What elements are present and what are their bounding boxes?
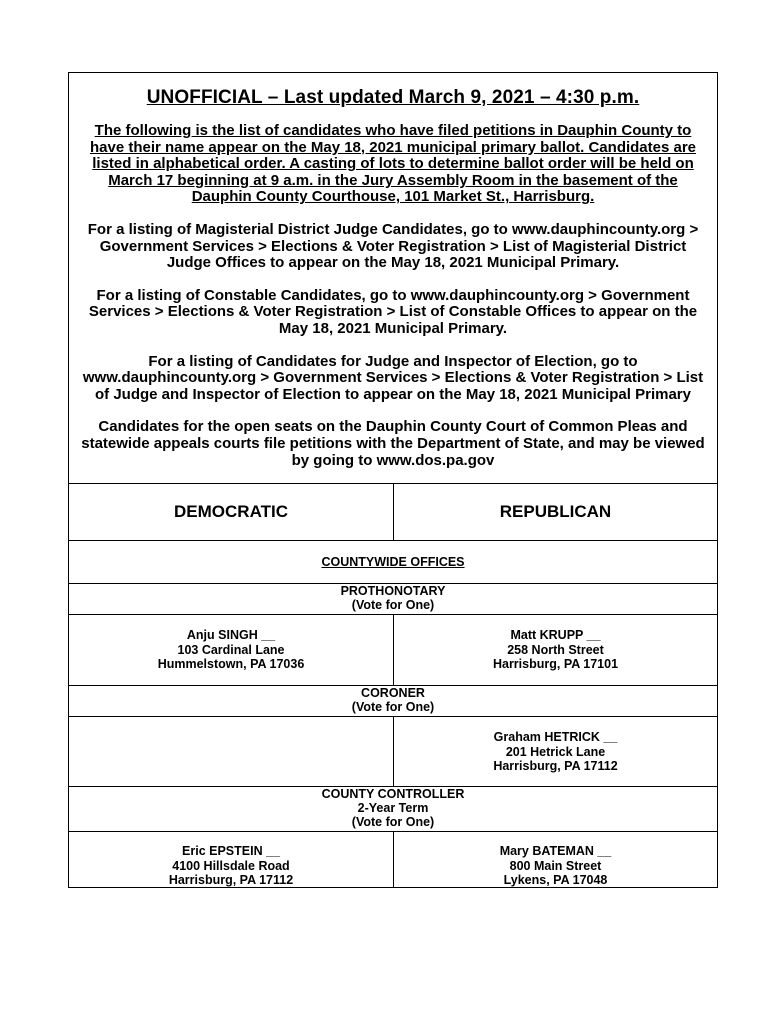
candidate-row: [69, 615, 717, 686]
filing-notice: The following is the list of candidates who have filed petitions in Dauphin County to have their name appear on the May 18, 2021 municipal primary ballot. Candidates are listed in alphabetical order. A casting of lots to determine ballot order will be held on March 17 beginning at 9 a.m. in the Jury Assembly Room in the basement of the Dauphin County Courthouse, 101 Market St., Harrisburg.: [89, 122, 697, 206]
republican-candidate: [393, 615, 717, 685]
candidate-city: Harrisburg, PA 17112: [493, 759, 618, 774]
candidate-name: Graham HETRICK __: [493, 730, 618, 745]
office-heading-prothonotary: [69, 584, 717, 615]
candidate-city: Harrisburg, PA 17112: [168, 873, 294, 888]
office-vote-rule: (Vote for One): [351, 815, 435, 830]
candidate-list-document: [68, 72, 718, 888]
democratic-candidate: [69, 615, 393, 685]
paragraph-judge-inspector: For a listing of Candidates for Judge and Inspector of Election, go to www.dauphincounty.org > Government Services > Elections & Voter Registration > List of Judge and Inspector of Election to appear on the May 18, 2021 Municipal Primary: [82, 352, 704, 403]
candidate-row: [69, 832, 717, 887]
office-name: PROTHONOTARY: [340, 584, 446, 599]
candidate-street: 4100 Hillsdale Road: [172, 858, 290, 873]
party-republican: REPUBLICAN: [393, 484, 717, 540]
paragraph-magisterial-judges: For a listing of Magisterial District Judge Candidates, go to www.dauphincounty.org > Government Services > Elections & Voter Registration > List of Magisterial District Judge Offices to appear on the May 18, 2021 Municipal Primary.: [87, 220, 699, 272]
section-heading: COUNTYWIDE OFFICES: [69, 541, 717, 584]
candidate-street: 201 Hetrick Lane: [505, 744, 606, 759]
paragraph-court-candidates: Candidates for the open seats on the Dauphin County Court of Common Pleas and statewide appeals courts file petitions with the Department of State, and may be viewed by going to www.dos.pa.gov: [81, 418, 705, 469]
party-democratic: DEMOCRATIC: [174, 502, 288, 522]
candidate-city: Lykens, PA 17048: [503, 873, 608, 888]
paragraph-constables: For a listing of Constable Candidates, go to www.dauphincounty.org > Government Services > Elections & Voter Registration > List of Constable Offices to appear on the May 18, 2021 Municipal Primary.: [88, 286, 698, 337]
candidate-name: Mary BATEMAN __: [499, 844, 612, 859]
candidate-name: Matt KRUPP __: [510, 628, 601, 643]
office-vote-rule: (Vote for One): [351, 598, 435, 613]
republican-candidate: [393, 717, 717, 786]
page-title: UNOFFICIAL – Last updated March 9, 2021 – 4:30 p.m.: [146, 87, 640, 108]
office-term: 2-Year Term: [357, 801, 429, 816]
intro-box: [69, 73, 717, 484]
candidate-name: Anju SINGH __: [186, 628, 276, 643]
office-name: COUNTY CONTROLLER: [321, 787, 465, 802]
democratic-candidate: [69, 832, 393, 887]
candidate-city: Hummelstown, PA 17036: [157, 657, 305, 672]
republican-candidate: [393, 832, 717, 887]
candidate-street: 800 Main Street: [509, 858, 602, 873]
democratic-candidate-empty: [69, 717, 393, 786]
candidate-street: 103 Cardinal Lane: [177, 642, 285, 657]
office-name: CORONER: [361, 686, 425, 701]
candidate-row: [69, 717, 717, 787]
party-header-row: [69, 484, 717, 541]
candidate-street: 258 North Street: [507, 642, 604, 657]
office-heading-county-controller: [69, 787, 717, 832]
candidate-name: Eric EPSTEIN __: [182, 844, 280, 859]
office-heading-coroner: [69, 686, 717, 717]
office-vote-rule: (Vote for One): [351, 700, 435, 715]
candidate-city: Harrisburg, PA 17101: [492, 657, 619, 672]
